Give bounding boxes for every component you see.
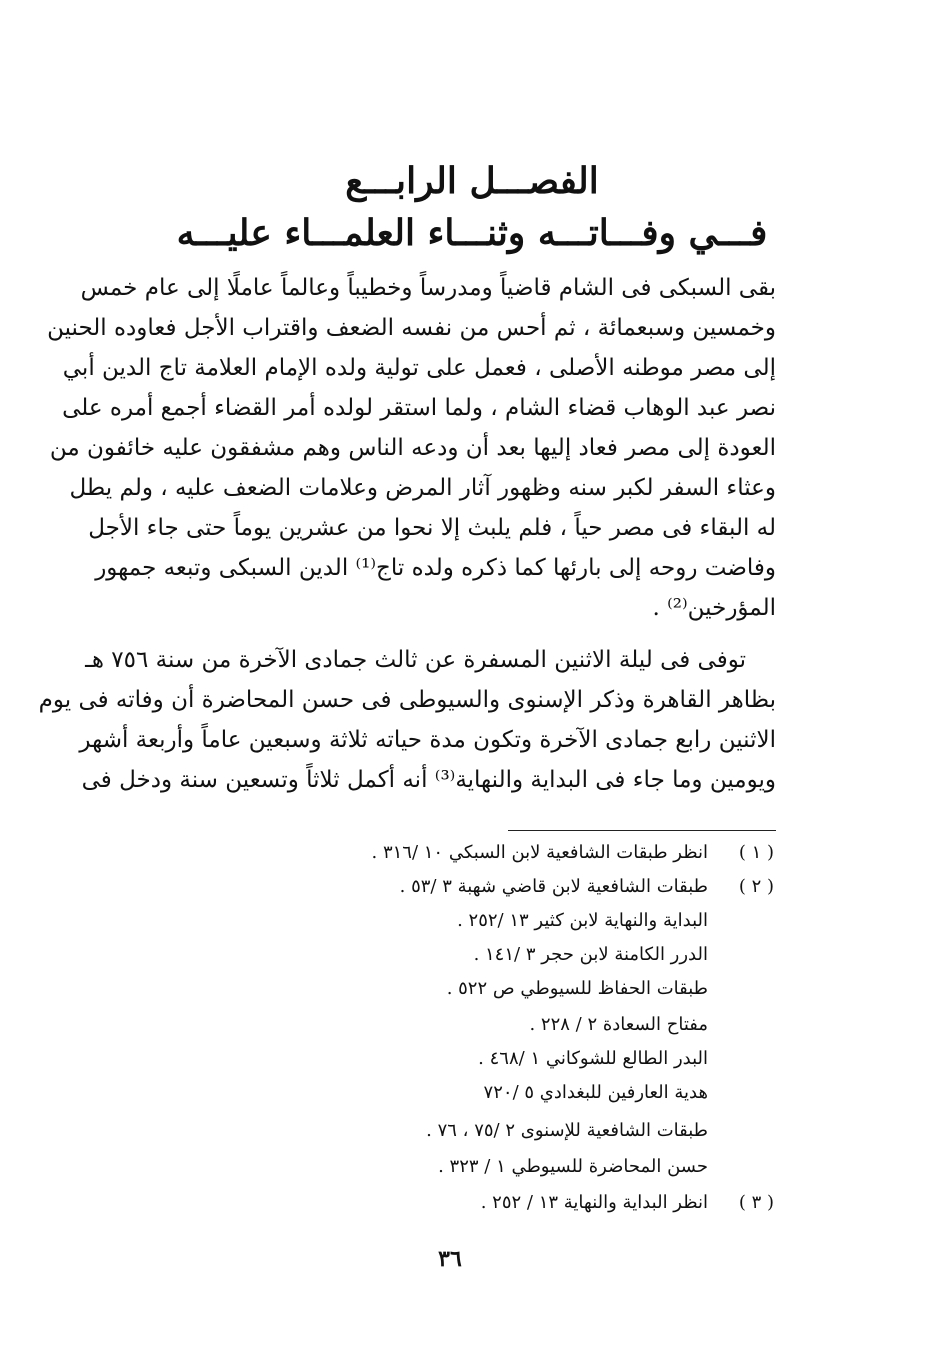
footnote-text: الدرر الكامنة لابن حجر ٣ /١٤١ . — [473, 944, 708, 965]
text-line: المؤرخين⁽²⁾ . — [652, 595, 776, 621]
text-line: إلى مصر موطنه الأصلى ، فعمل على تولية ولده الإمام العلامة تاج الدين أبي — [62, 355, 776, 381]
text-line: نصر عبد الوهاب قضاء الشام ، ولما استقر لولده أمر القضاء أجمع أمره على — [62, 395, 776, 421]
paragraph-1 — [47, 268, 776, 628]
footnote-number: ( ٣ ) — [738, 1192, 774, 1213]
text-line: وفاضت روحه إلى بارئها كما ذكره ولده تاج⁽¹⁾ الدين السبكى وتبعه جمهور — [95, 555, 776, 581]
footnote-text: انظر طبقات الشافعية لابن السبكي ١٠ /٣١٦ . — [371, 842, 708, 863]
chapter-title: الفصـــل الرابـــع — [345, 160, 599, 202]
footnote-number: ( ١ ) — [738, 842, 774, 863]
text-line: الاثنين رابع جمادى الآخرة وتكون مدة حياته ثلاثة وسبعين عاماً وأربعة أشهر — [79, 727, 776, 753]
footnote-number: ( ٢ ) — [738, 876, 774, 897]
footnote-text: مفتاح السعادة ٢ / ٢٢٨ . — [529, 1014, 708, 1035]
footnote-text: البداية والنهاية لابن كثير ١٣ /٢٥٢ . — [457, 910, 708, 931]
text-line: وخمسين وسبعمائة ، ثم أحس من نفسه الضعف واقتراب الأجل فعاوده الحنين — [47, 315, 776, 341]
text-line: ويومين وما جاء فى البداية والنهاية⁽³⁾ أنه أكمل ثلاثاً وتسعين سنة ودخل فى — [81, 767, 776, 793]
paragraph-2 — [38, 640, 776, 800]
footnote-text: طبقات الشافعية لابن قاضي شهبة ٣ /٥٣ . — [399, 876, 708, 897]
footnote-text: البدر الطالع للشوكاني ١ /٤٦٨ . — [478, 1048, 708, 1069]
footnote-text: طبقات الشافعية للإسنوى ٢ /٧٥ ، ٧٦ . — [426, 1120, 708, 1141]
footnote-text: هدية العارفين للبغدادي ٥ /٧٢٠ — [483, 1082, 708, 1103]
chapter-subtitle: فـــي وفـــاتـــه وثنـــاء العلمـــاء عليـــه — [176, 212, 768, 254]
footnote-text: حسن المحاضرة للسيوطي ١ / ٣٢٣ . — [438, 1156, 708, 1177]
text-line: بقى السبكى فى الشام قاضياً ومدرساً وخطيباً وعالماً عاملًا إلى عام خمس — [80, 275, 776, 301]
text-line: له البقاء فى مصر حياً ، فلم يلبث إلا نحوا من عشرين يوماً حتى جاء الأجل — [88, 515, 776, 541]
footnote-separator — [508, 830, 776, 831]
text-line: بظاهر القاهرة وذكر الإسنوى والسيوطى فى حسن المحاضرة أن وفاته فى يوم — [38, 687, 776, 713]
footnote-text: طبقات الحفاظ للسيوطي ص ٥٢٢ . — [446, 978, 708, 999]
page-number: ٣٦ — [438, 1246, 462, 1272]
text-line: العودة إلى مصر فعاد إليها بعد أن ودعه الناس وهم مشفقون عليه خائفون من — [49, 435, 776, 461]
text-line: وعثاء السفر لكبر سنه وظهور آثار المرض وعلامات الضعف عليه ، ولم يطل — [69, 475, 776, 501]
text-line: توفى فى ليلة الاثنين المسفرة عن ثالث جمادى الآخرة من سنة ٧٥٦ هـ — [85, 647, 746, 673]
footnote-text: انظر البداية والنهاية ١٣ / ٢٥٢ . — [480, 1192, 708, 1213]
